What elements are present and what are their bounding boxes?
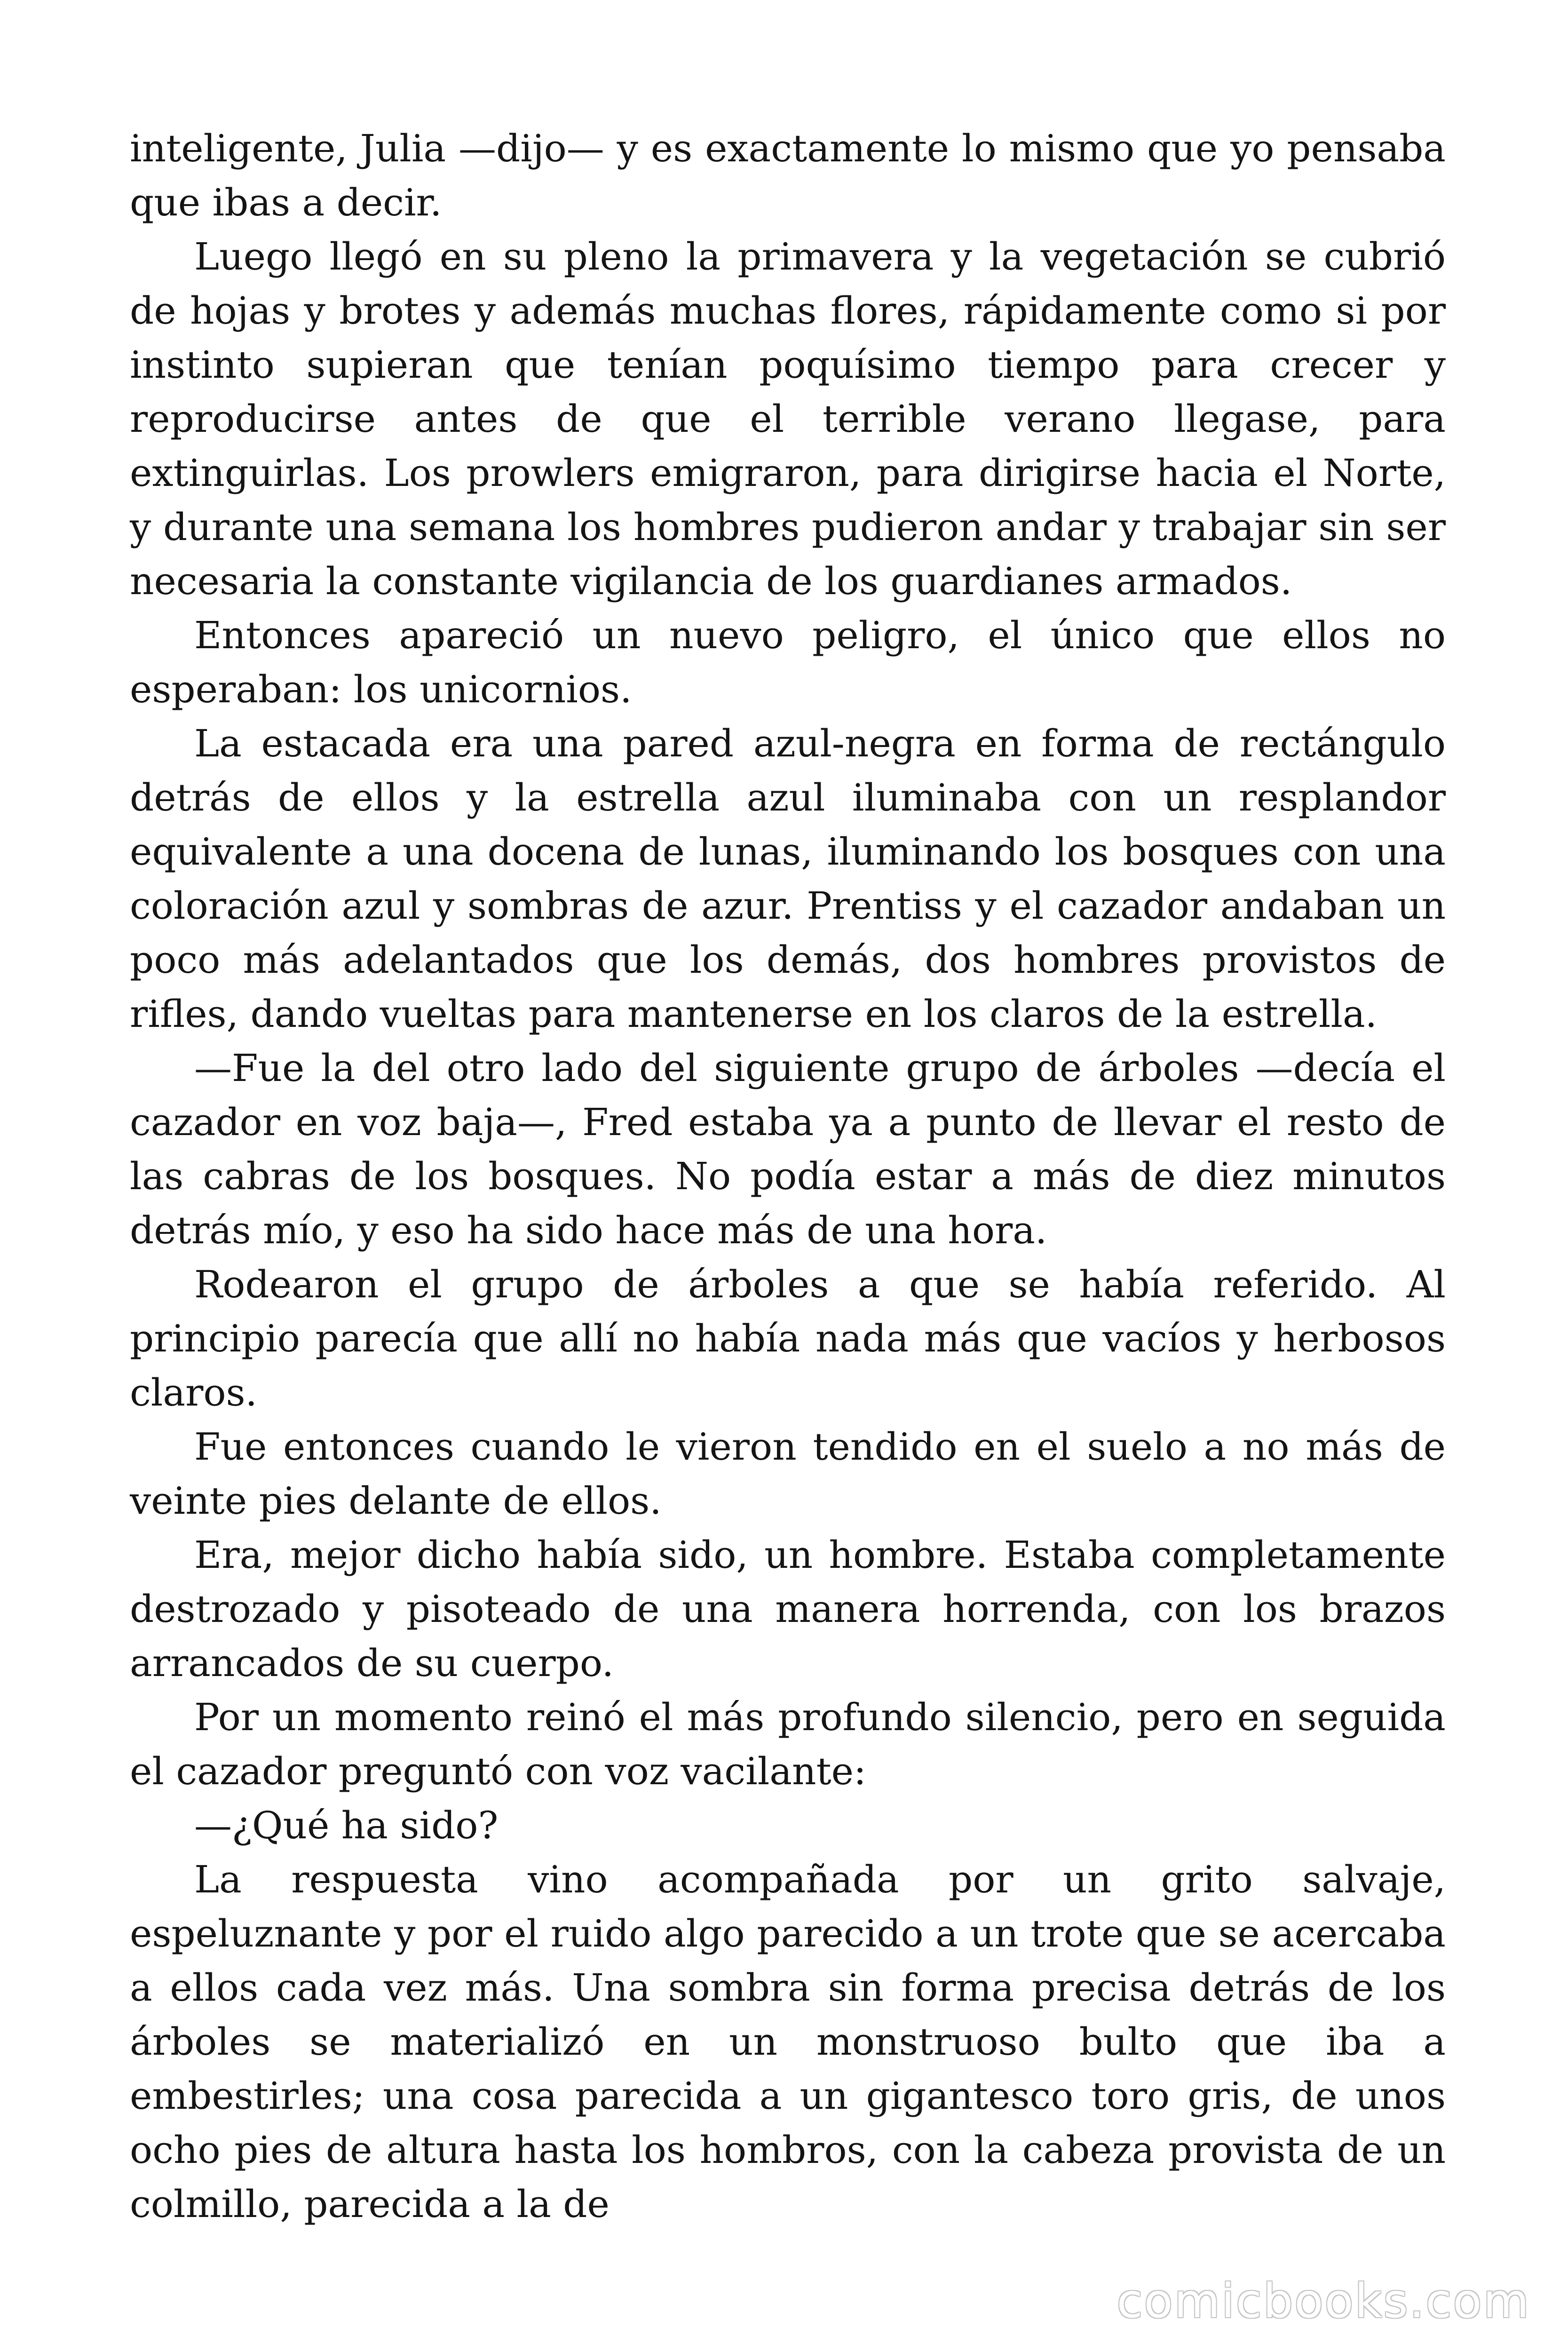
paragraph: —¿Qué ha sido? — [194, 1804, 499, 1847]
paragraph: Por un momento reinó el más profundo silencio, pero en seguida el cazador preguntó con voz vacilante: — [130, 1695, 1446, 1793]
paragraph: Luego llegó en su pleno la primavera y la vegetación se cubrió de hojas y brotes y además muchas flores, rápidamente como si por instinto supieran que tenían poquísimo tiempo para crecer y reproducirse antes de que el terrible verano llegase, para extinguirlas. Los prowlers emigraron, para dirigirse hacia el Norte, y durante una semana los hombres pudieron andar y trabajar sin ser necesaria la constante vigilancia de los guardianes armados. — [130, 235, 1446, 603]
paragraph: La respuesta vino acompañada por un grito salvaje, espeluznante y por el ruido algo parecido a un trote que se acercaba a ellos cada vez más. Una sombra sin forma precisa detrás de los árboles se materializó en un monstruoso bulto que iba a embestirles; una cosa parecida a un gigantesco toro gris, de unos ocho pies de altura hasta los hombros, con la cabeza provista de un colmillo, parecida a la de — [130, 1858, 1446, 2226]
paragraph: Rodearon el grupo de árboles a que se había referido. Al principio parecía que allí no había nada más que vacíos y herbosos claros. — [130, 1263, 1446, 1414]
paragraph: Entonces apareció un nuevo peligro, el único que ellos no esperaban: los unicornios. — [130, 613, 1446, 711]
page-body — [130, 121, 1446, 2231]
paragraph: Fue entonces cuando le vieron tendido en el suelo a no más de veinte pies delante de ellos. — [130, 1425, 1446, 1523]
paragraph: La estacada era una pared azul-negra en forma de rectángulo detrás de ellos y la estrella azul iluminaba con un resplandor equivalente a una docena de lunas, iluminando los bosques con una coloración azul y sombras de azur. Prentiss y el cazador andaban un poco más adelantados que los demás, dos hombres provistos de rifles, dando vueltas para mantenerse en los claros de la estrella. — [130, 722, 1446, 1036]
paragraph: —Fue la del otro lado del siguiente grupo de árboles —decía el cazador en voz baja—, Fred estaba ya a punto de llevar el resto de las cabras de los bosques. No podía estar a más de diez minutos detrás mío, y eso ha sido hace más de una hora. — [130, 1046, 1446, 1252]
paragraph: inteligente, Julia —dijo— y es exactamente lo mismo que yo pensaba que ibas a decir. — [130, 127, 1446, 224]
paragraph: Era, mejor dicho había sido, un hombre. Estaba completamente destrozado y pisoteado de una manera horrenda, con los brazos arrancados de su cuerpo. — [130, 1533, 1446, 1685]
watermark: comicbooks.com — [1117, 2273, 1530, 2328]
